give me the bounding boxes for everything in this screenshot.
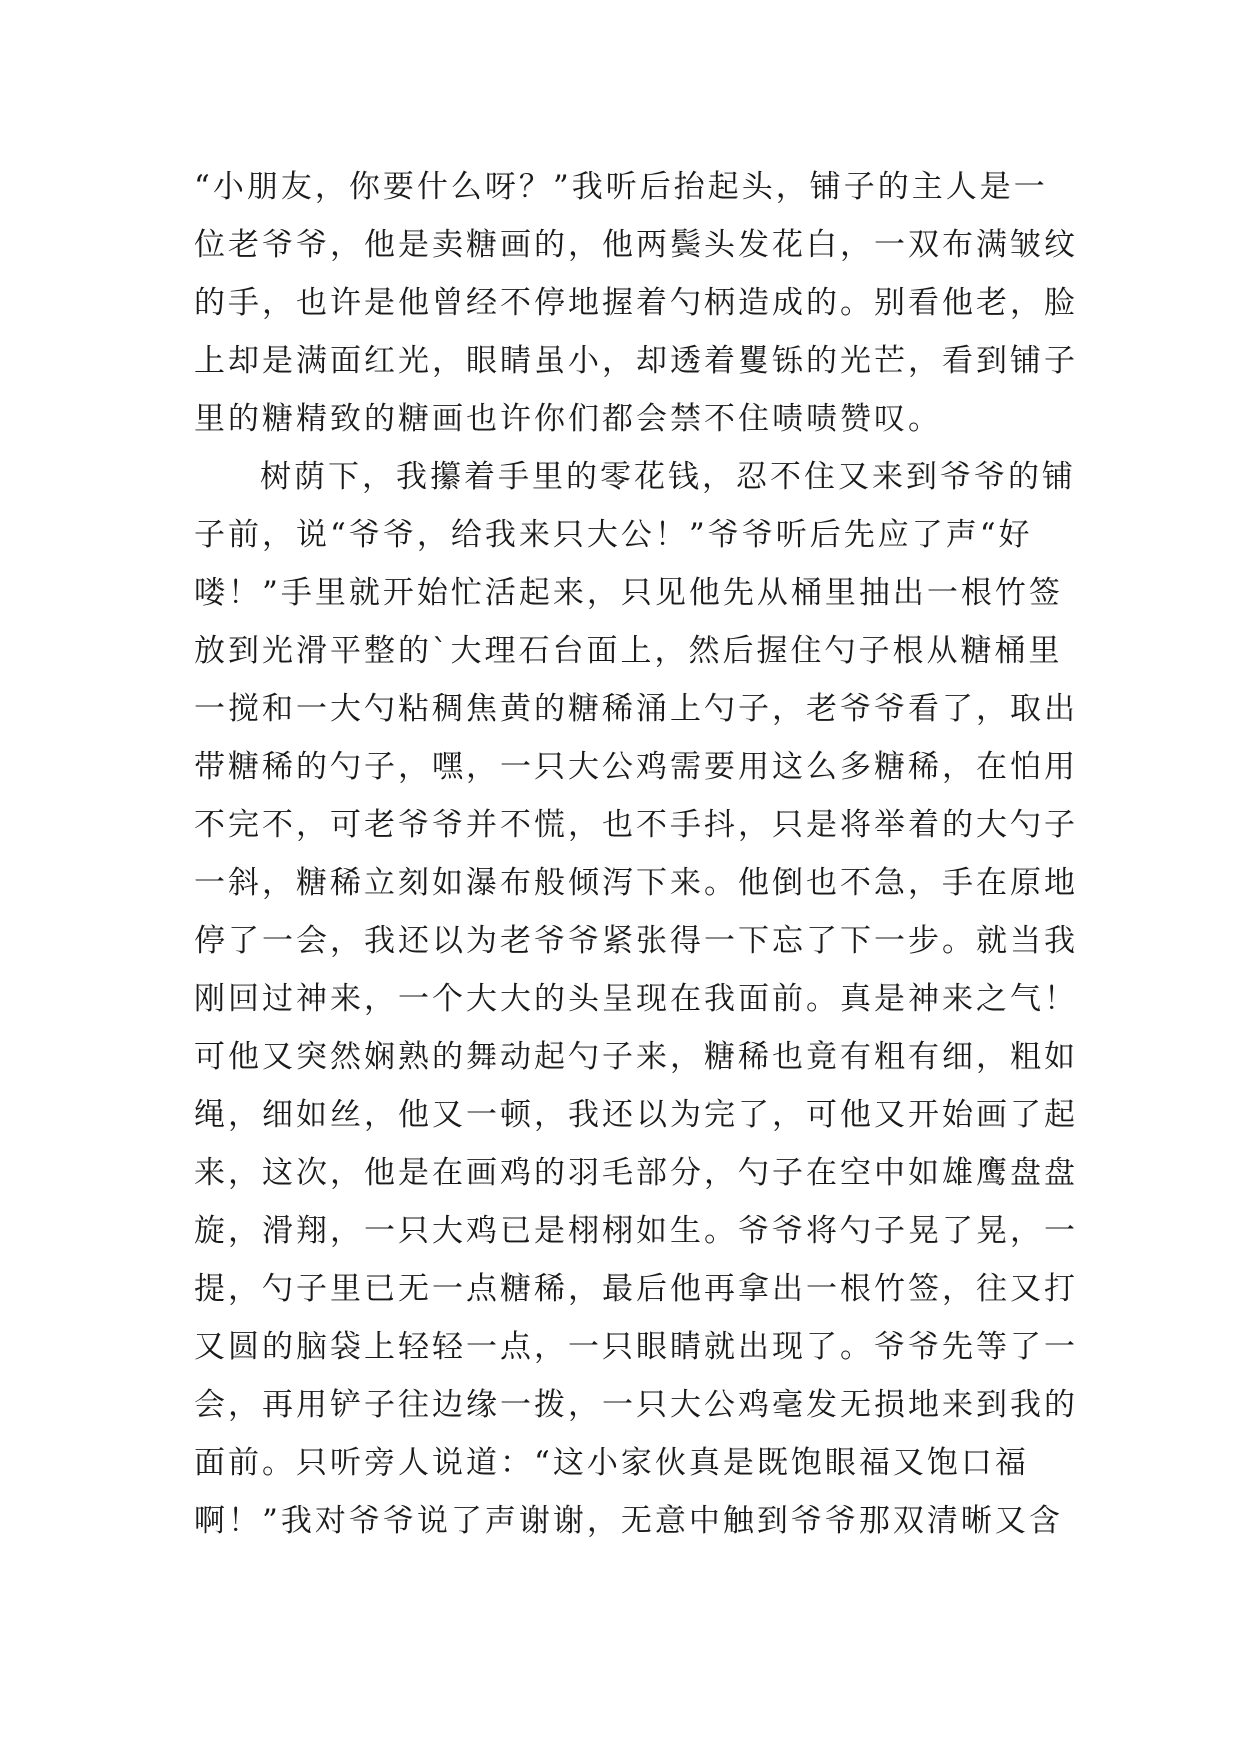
text-line: 不完不，可老爷爷并不慌，也不手抖，只是将举着的大勺子: [194, 807, 1078, 843]
text-line: 喽！”手里就开始忙活起来，只见他先从桶里抽出一根竹签: [194, 575, 1063, 611]
text-line: 啊！”我对爷爷说了声谢谢，无意中触到爷爷那双清晰又含: [194, 1503, 1063, 1539]
text-line: 子前，说“爷爷，给我来只大公！”爷爷听后先应了声“好: [194, 517, 1033, 553]
text-line: 停了一会，我还以为老爷爷紧张得一下忘了下一步。就当我: [194, 923, 1078, 959]
text-line: “小朋友，你要什么呀？”我听后抬起头，铺子的主人是一: [194, 169, 1048, 205]
body-text: [194, 158, 1078, 1550]
text-line: 可他又突然娴熟的舞动起勺子来，糖稀也竟有粗有细，粗如: [194, 1039, 1078, 1075]
text-line: 绳，细如丝，他又一顿，我还以为完了，可他又开始画了起: [194, 1097, 1078, 1133]
text-line: 放到光滑平整的`大理石台面上，然后握住勺子根从糖桶里: [194, 633, 1063, 669]
text-line: 一搅和一大勺粘稠焦黄的糖稀涌上勺子，老爷爷看了，取出: [194, 691, 1078, 727]
text-line: 会，再用铲子往边缘一拨，一只大公鸡毫发无损地来到我的: [194, 1387, 1078, 1423]
text-line: 刚回过神来，一个大大的头呈现在我面前。真是神来之气！: [194, 981, 1078, 1017]
text-line: 一斜，糖稀立刻如瀑布般倾泻下来。他倒也不急，手在原地: [194, 865, 1078, 901]
text-line: 里的糖精致的糖画也许你们都会禁不住啧啧赞叹。: [194, 401, 942, 437]
text-line: 带糖稀的勺子，嘿，一只大公鸡需要用这么多糖稀，在怕用: [194, 749, 1078, 785]
text-line: 位老爷爷，他是卖糖画的，他两鬓头发花白，一双布满皱纹: [194, 227, 1078, 263]
text-line: 的手，也许是他曾经不停地握着勺柄造成的。别看他老，脸: [194, 285, 1078, 321]
paragraph-first-line: 树荫下，我攥着手里的零花钱，忍不住又来到爷爷的铺: [260, 459, 1076, 495]
text-line: 面前。只听旁人说道：“这小家伙真是既饱眼福又饱口福: [194, 1445, 1029, 1481]
text-line: 旋，滑翔，一只大鸡已是栩栩如生。爷爷将勺子晃了晃，一: [194, 1213, 1078, 1249]
text-line: 又圆的脑袋上轻轻一点，一只眼睛就出现了。爷爷先等了一: [194, 1329, 1078, 1365]
text-line: 上却是满面红光，眼睛虽小，却透着矍铄的光芒，看到铺子: [194, 343, 1078, 379]
text-line: 来，这次，他是在画鸡的羽毛部分，勺子在空中如雄鹰盘盘: [194, 1155, 1078, 1191]
text-line: 提，勺子里已无一点糖稀，最后他再拿出一根竹签，往又打: [194, 1271, 1078, 1307]
